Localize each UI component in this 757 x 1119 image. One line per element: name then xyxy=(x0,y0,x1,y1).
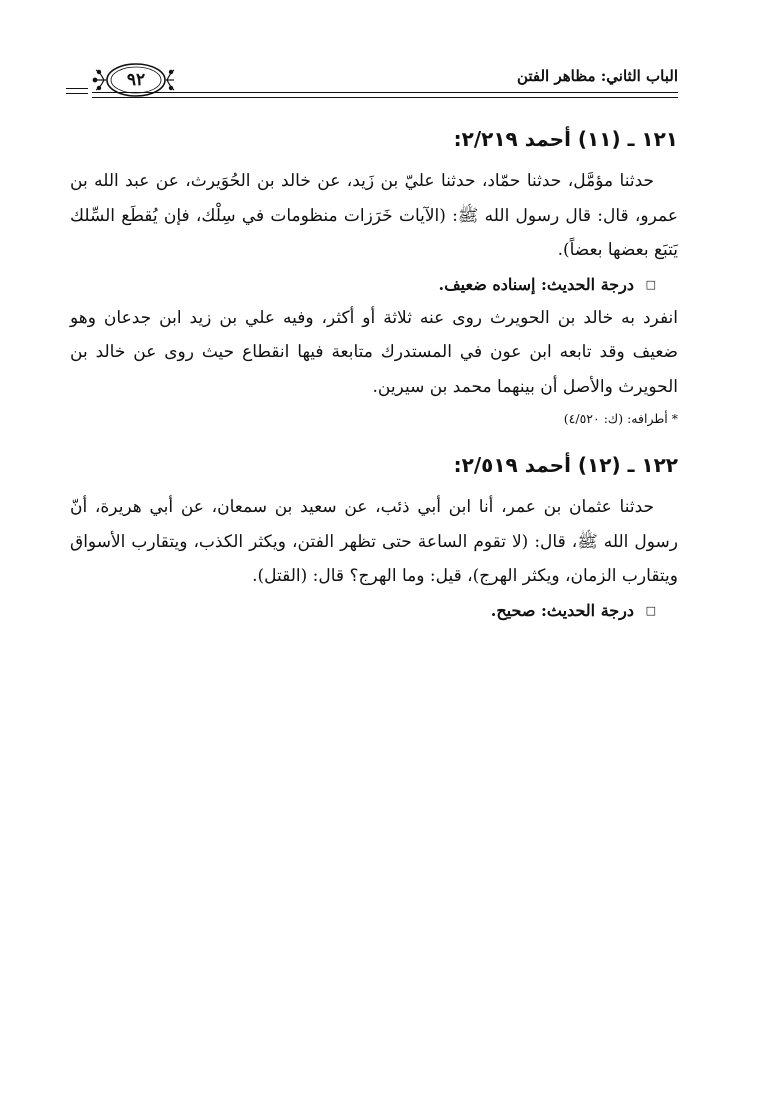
hollow-square-icon: □ xyxy=(645,603,656,617)
hadith-entry xyxy=(70,122,678,434)
hadith-grade xyxy=(70,594,678,627)
page-content xyxy=(70,122,678,627)
page-number: ٩٢ xyxy=(126,70,146,90)
hadith-commentary: انفرد به خالد بن الحويرث روى عنه ثلاثة أو أكثر، وفيه علي بن زيد ابن جدعان وهو ضعيف وقد تابعه ابن عون في المستدرك متابعة فيها انقطاع حيث روى عن خالد بن الحويرث والأصل أن بينهما محمد بن سيرين. xyxy=(70,307,678,397)
running-header xyxy=(66,58,678,102)
hadith-entry xyxy=(70,448,678,627)
grade-label: درجة الحديث: xyxy=(541,274,635,294)
floral-frame-icon xyxy=(66,58,176,102)
running-title: الباب الثاني: مظاهر الفتن xyxy=(516,67,678,85)
hadith-heading: ١٢٢ ـ (١٢) أحمد ٢/٥١٩: xyxy=(453,453,678,477)
hadith-text: حدثنا عثمان بن عمر، أنا ابن أبي ذئب، عن سعيد بن سمعان، عن أبي هريرة، أنّ رسول الله ﷺ، قال: (لا تقوم الساعة حتى تظهر الفتن، ويكثر الكذب، ويتقارب الأسواق ويتقارب الزمان، ويكثر الهرج)، قيل: وما الهرج؟ قال: (القتل). xyxy=(70,497,678,586)
grade-value: إسناده ضعيف. xyxy=(438,274,536,294)
header-rule xyxy=(92,92,678,98)
hadith-cross-reference: * أطرافه: (ك: ٤/٥٢٠) xyxy=(563,411,678,426)
grade-label: درجة الحديث: xyxy=(541,600,635,620)
hadith-heading: ١٢١ ـ (١١) أحمد ٢/٢١٩: xyxy=(453,127,678,151)
hollow-square-icon: □ xyxy=(645,277,656,291)
grade-value: صحيح. xyxy=(490,600,536,620)
hadith-grade xyxy=(70,268,678,301)
hadith-text: حدثنا مؤمَّل، حدثنا حمّاد، حدثنا عليّ بن زَيد، عن خالد بن الحُوَيرث، عن عبد الله بن عمرو، قال: قال رسول الله ﷺ: (الآيات خَرَزات منظومات في سِلْك، فإن يُقطَع السِّلك يَتبَع بعضها بعضاً). xyxy=(70,171,678,260)
